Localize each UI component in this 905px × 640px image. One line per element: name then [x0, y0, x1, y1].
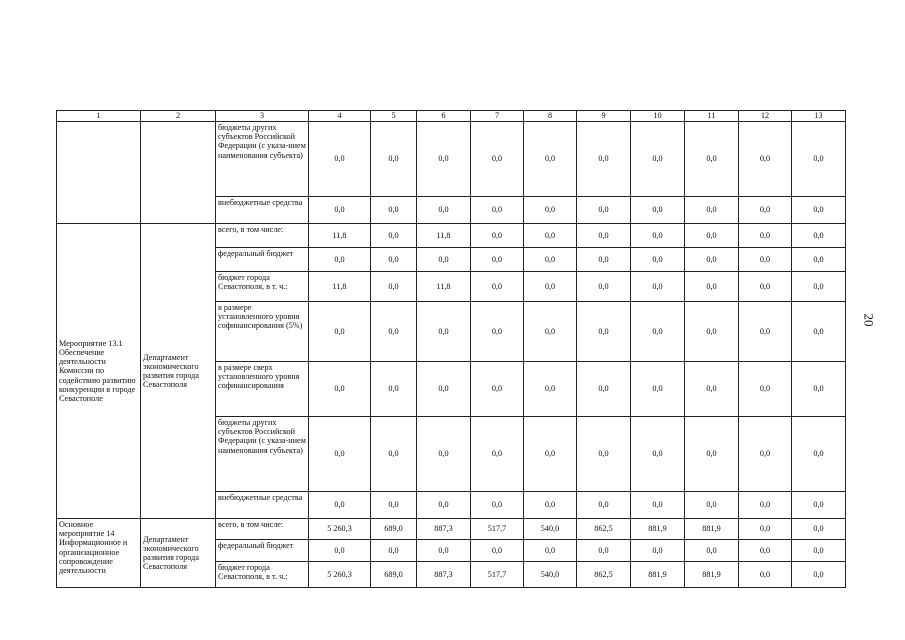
value-cell: 0,0 — [739, 302, 792, 362]
value-cell: 0,0 — [309, 492, 371, 519]
value-cell: 0,0 — [792, 519, 846, 540]
value-cell: 0,0 — [524, 302, 577, 362]
header-cell: 13 — [792, 111, 846, 122]
value-cell: 0,0 — [524, 492, 577, 519]
value-cell: 0,0 — [792, 224, 846, 248]
value-cell: 0,0 — [577, 540, 631, 562]
value-cell: 887,3 — [417, 562, 471, 588]
value-cell: 0,0 — [471, 302, 524, 362]
value-cell: 0,0 — [471, 492, 524, 519]
value-cell: 689,0 — [371, 562, 417, 588]
value-cell: 0,0 — [371, 302, 417, 362]
value-cell: 0,0 — [471, 362, 524, 417]
value-cell: 0,0 — [631, 362, 685, 417]
value-cell: 0,0 — [577, 197, 631, 224]
value-cell: 0,0 — [309, 417, 371, 492]
value-cell: 11,8 — [309, 272, 371, 302]
value-cell: 0,0 — [685, 248, 739, 272]
value-cell: 0,0 — [739, 362, 792, 417]
value-cell: 0,0 — [309, 362, 371, 417]
funding-source-label: федеральный бюджет — [216, 540, 309, 562]
department-cell: Департамент экономического развития города Севастополя — [141, 519, 216, 588]
value-cell: 0,0 — [577, 302, 631, 362]
value-cell: 0,0 — [631, 540, 685, 562]
value-cell: 0,0 — [524, 197, 577, 224]
value-cell: 0,0 — [685, 492, 739, 519]
header-cell: 12 — [739, 111, 792, 122]
value-cell: 0,0 — [524, 122, 577, 197]
header-cell: 4 — [309, 111, 371, 122]
value-cell: 0,0 — [792, 417, 846, 492]
value-cell: 0,0 — [631, 492, 685, 519]
header-cell: 2 — [141, 111, 216, 122]
department-cell: Департамент экономического развития города Севастополя — [141, 224, 216, 519]
value-cell: 862,5 — [577, 519, 631, 540]
value-cell: 0,0 — [631, 302, 685, 362]
value-cell: 0,0 — [417, 417, 471, 492]
value-cell: 0,0 — [524, 272, 577, 302]
header-cell: 9 — [577, 111, 631, 122]
value-cell: 0,0 — [524, 362, 577, 417]
value-cell: 0,0 — [577, 492, 631, 519]
header-cell: 3 — [216, 111, 309, 122]
funding-source-label: в размере сверх установленного уровня софинансирования — [216, 362, 309, 417]
value-cell: 0,0 — [417, 362, 471, 417]
value-cell: 0,0 — [524, 417, 577, 492]
value-cell: 0,0 — [371, 197, 417, 224]
table-row — [57, 519, 846, 540]
value-cell: 0,0 — [524, 540, 577, 562]
value-cell: 0,0 — [792, 492, 846, 519]
value-cell: 689,0 — [371, 519, 417, 540]
value-cell: 0,0 — [524, 248, 577, 272]
value-cell: 0,0 — [739, 417, 792, 492]
value-cell: 0,0 — [371, 540, 417, 562]
value-cell: 0,0 — [371, 362, 417, 417]
value-cell: 0,0 — [739, 224, 792, 248]
value-cell: 0,0 — [471, 122, 524, 197]
header-cell: 11 — [685, 111, 739, 122]
header-cell: 6 — [417, 111, 471, 122]
value-cell: 0,0 — [577, 272, 631, 302]
table-row — [57, 224, 846, 248]
funding-source-label: бюджет города Севастополя, в т. ч.: — [216, 272, 309, 302]
value-cell: 0,0 — [417, 302, 471, 362]
value-cell: 5 260,3 — [309, 519, 371, 540]
funding-source-label: всего, в том числе: — [216, 519, 309, 540]
value-cell: 0,0 — [792, 362, 846, 417]
value-cell: 881,9 — [685, 519, 739, 540]
department-cell — [141, 122, 216, 224]
value-cell: 517,7 — [471, 562, 524, 588]
value-cell: 5 260,3 — [309, 562, 371, 588]
value-cell: 0,0 — [471, 272, 524, 302]
value-cell: 881,9 — [685, 562, 739, 588]
header-cell: 7 — [471, 111, 524, 122]
header-cell: 1 — [57, 111, 141, 122]
value-cell: 0,0 — [739, 519, 792, 540]
value-cell: 881,9 — [631, 562, 685, 588]
funding-source-label: бюджет города Севастополя, в т. ч.: — [216, 562, 309, 588]
value-cell: 0,0 — [471, 197, 524, 224]
value-cell: 0,0 — [792, 302, 846, 362]
budget-table — [56, 110, 846, 588]
measure-cell: Мероприятие 13.1 Обеспечение деятельности Комиссии по содействию развитию конкуренции в городе Севастополе — [57, 224, 141, 519]
header-cell: 10 — [631, 111, 685, 122]
value-cell: 0,0 — [371, 492, 417, 519]
value-cell: 0,0 — [371, 417, 417, 492]
value-cell: 0,0 — [471, 248, 524, 272]
value-cell: 0,0 — [739, 272, 792, 302]
funding-source-label: внебюджетные средства — [216, 492, 309, 519]
funding-source-label: федеральный бюджет — [216, 248, 309, 272]
value-cell: 540,0 — [524, 519, 577, 540]
value-cell: 0,0 — [577, 224, 631, 248]
value-cell: 0,0 — [417, 492, 471, 519]
value-cell: 0,0 — [371, 224, 417, 248]
value-cell: 0,0 — [685, 224, 739, 248]
value-cell: 0,0 — [631, 224, 685, 248]
value-cell: 887,3 — [417, 519, 471, 540]
value-cell: 0,0 — [309, 248, 371, 272]
funding-source-label: бюджеты других субъектов Российской Федерации (с указа-нием наименования субъекта) — [216, 417, 309, 492]
value-cell: 0,0 — [417, 248, 471, 272]
value-cell: 862,5 — [577, 562, 631, 588]
value-cell: 0,0 — [471, 417, 524, 492]
value-cell: 0,0 — [792, 197, 846, 224]
value-cell: 0,0 — [371, 272, 417, 302]
value-cell: 881,9 — [631, 519, 685, 540]
value-cell: 0,0 — [792, 272, 846, 302]
value-cell: 0,0 — [739, 562, 792, 588]
value-cell: 0,0 — [417, 540, 471, 562]
funding-source-label: внебюджетные средства — [216, 197, 309, 224]
value-cell: 0,0 — [471, 224, 524, 248]
value-cell: 0,0 — [685, 417, 739, 492]
measure-cell: Основное мероприятие 14 Информационное и организационное сопровождение деятельности — [57, 519, 141, 588]
value-cell: 0,0 — [685, 197, 739, 224]
value-cell: 0,0 — [371, 122, 417, 197]
value-cell: 0,0 — [631, 417, 685, 492]
value-cell: 0,0 — [577, 362, 631, 417]
value-cell: 0,0 — [792, 122, 846, 197]
value-cell: 0,0 — [371, 248, 417, 272]
funding-source-label: в размере установленного уровня софинансирования (5%) — [216, 302, 309, 362]
value-cell: 0,0 — [524, 224, 577, 248]
value-cell: 0,0 — [417, 197, 471, 224]
value-cell: 11,8 — [417, 224, 471, 248]
table-row — [57, 122, 846, 197]
value-cell: 0,0 — [739, 492, 792, 519]
value-cell: 0,0 — [631, 197, 685, 224]
value-cell: 11,8 — [417, 272, 471, 302]
value-cell: 0,0 — [631, 272, 685, 302]
header-cell: 8 — [524, 111, 577, 122]
funding-source-label: всего, в том числе: — [216, 224, 309, 248]
value-cell: 540,0 — [524, 562, 577, 588]
value-cell: 0,0 — [631, 248, 685, 272]
value-cell: 0,0 — [471, 540, 524, 562]
measure-cell — [57, 122, 141, 224]
value-cell: 0,0 — [792, 562, 846, 588]
value-cell: 0,0 — [309, 302, 371, 362]
value-cell: 0,0 — [631, 122, 685, 197]
page-number: 20 — [861, 313, 877, 327]
header-cell: 5 — [371, 111, 417, 122]
funding-source-label: бюджеты других субъектов Российской Федерации (с указа-нием наименования субъекта) — [216, 122, 309, 197]
value-cell: 0,0 — [309, 197, 371, 224]
value-cell: 11,8 — [309, 224, 371, 248]
value-cell: 517,7 — [471, 519, 524, 540]
value-cell: 0,0 — [792, 540, 846, 562]
value-cell: 0,0 — [577, 417, 631, 492]
value-cell: 0,0 — [739, 197, 792, 224]
value-cell: 0,0 — [685, 302, 739, 362]
value-cell: 0,0 — [577, 248, 631, 272]
value-cell: 0,0 — [739, 122, 792, 197]
value-cell: 0,0 — [685, 272, 739, 302]
value-cell: 0,0 — [685, 122, 739, 197]
value-cell: 0,0 — [739, 540, 792, 562]
value-cell: 0,0 — [577, 122, 631, 197]
header-row — [57, 111, 846, 122]
value-cell: 0,0 — [685, 540, 739, 562]
value-cell: 0,0 — [739, 248, 792, 272]
value-cell: 0,0 — [685, 362, 739, 417]
value-cell: 0,0 — [792, 248, 846, 272]
value-cell: 0,0 — [417, 122, 471, 197]
value-cell: 0,0 — [309, 540, 371, 562]
value-cell: 0,0 — [309, 122, 371, 197]
